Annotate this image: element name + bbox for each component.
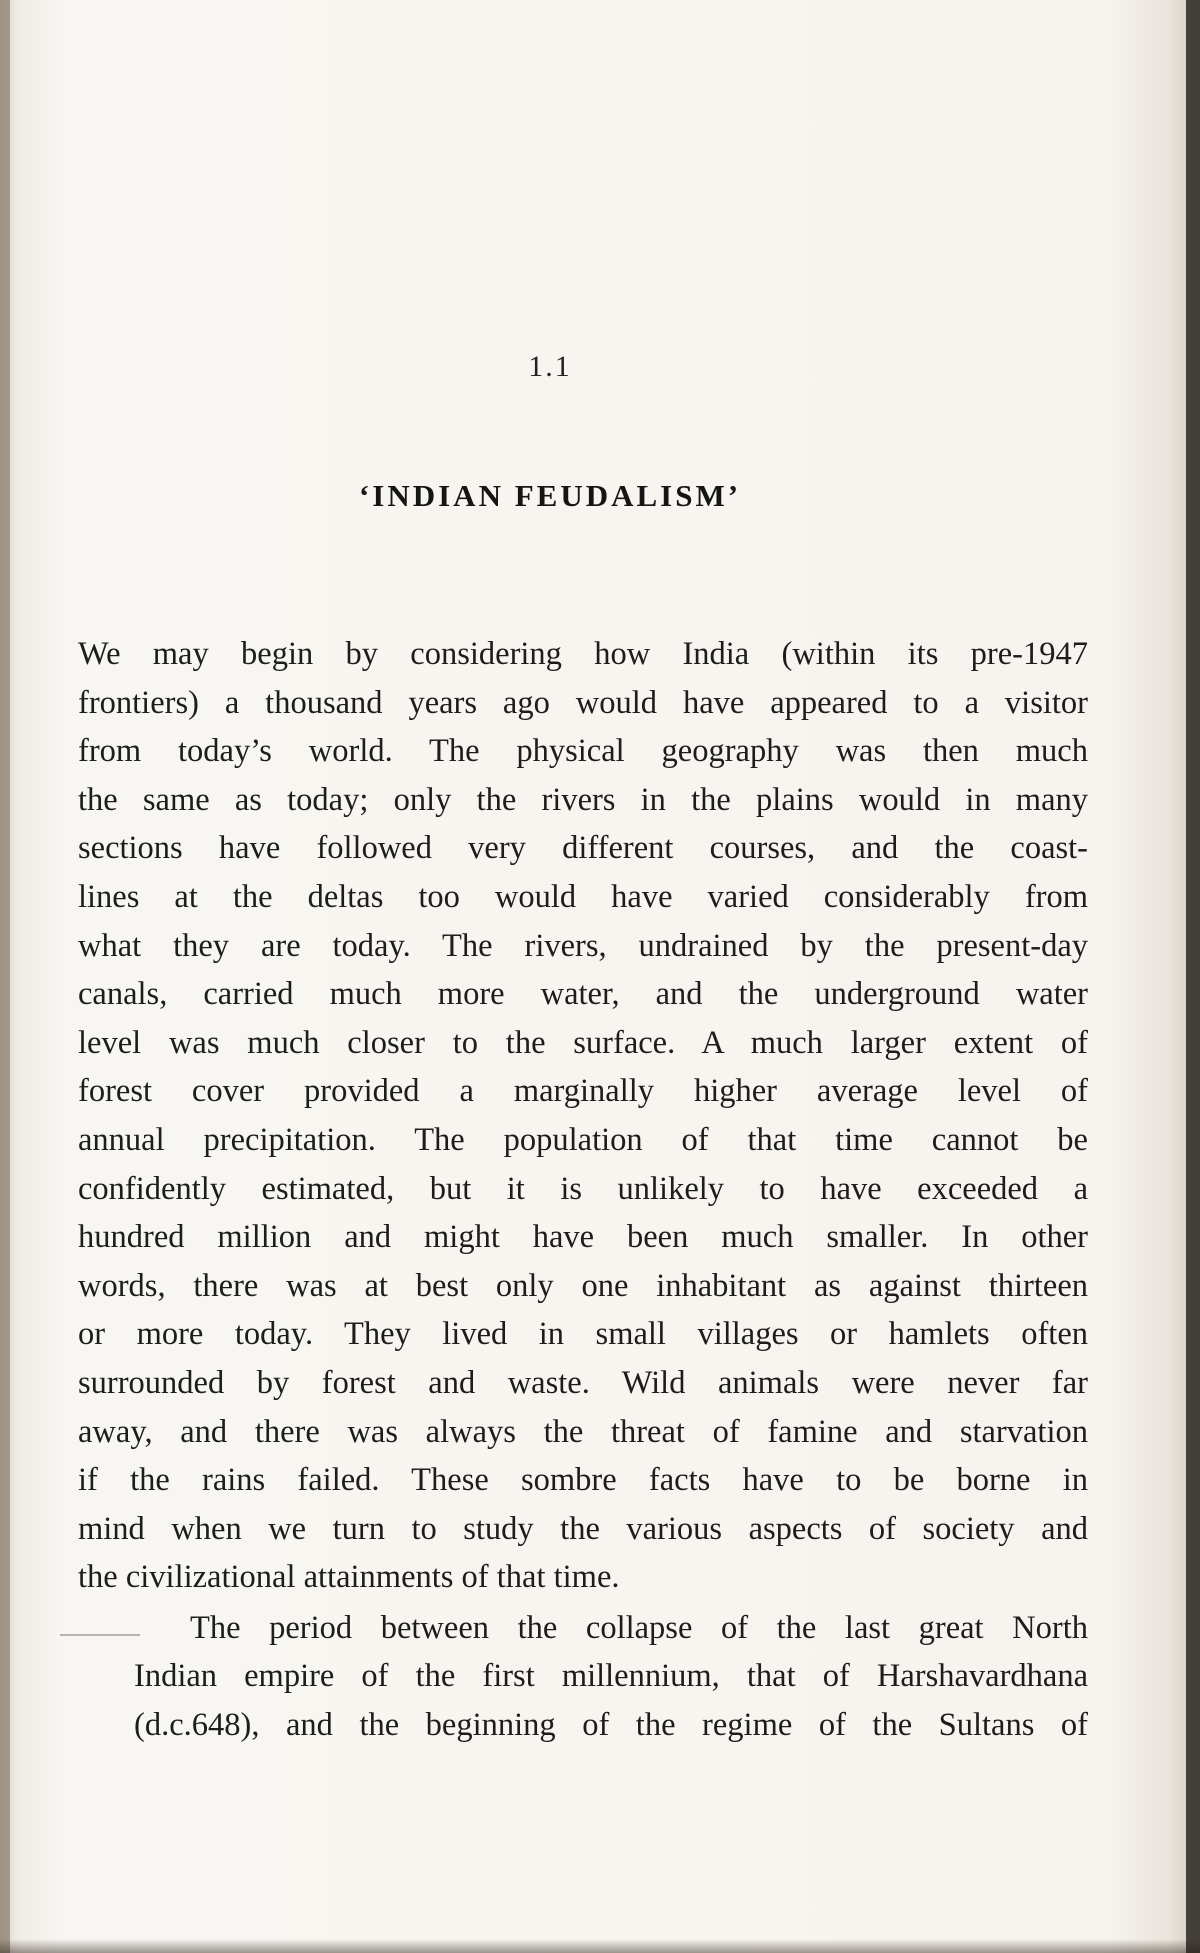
text-line: hundred million and might have been much smaller. In other bbox=[78, 1219, 1088, 1256]
text-line: sections have followed very different courses, and the coast- bbox=[78, 830, 1088, 867]
bottom-edge-shadow bbox=[0, 1939, 1200, 1953]
text-line: confidently estimated, but it is unlikely to have exceeded a bbox=[78, 1170, 1088, 1207]
paragraph-2 bbox=[78, 1604, 1088, 1750]
text-line: We may begin by considering how India (within its pre-1947 bbox=[78, 636, 1088, 672]
text-line: surrounded by forest and waste. Wild animals were never far bbox=[78, 1364, 1088, 1401]
text-line: canals, carried much more water, and the underground water bbox=[78, 976, 1088, 1013]
text-line: from today’s world. The physical geography was then much bbox=[78, 733, 1088, 770]
text-line: lines at the deltas too would have varied considerably from bbox=[78, 878, 1088, 915]
text-line: words, there was at best only one inhabitant as against thirteen bbox=[78, 1267, 1088, 1304]
pencil-mark bbox=[60, 1634, 140, 1637]
text-line: if the rains failed. These sombre facts have to be borne in bbox=[78, 1462, 1088, 1499]
text-line: annual precipitation. The population of that time cannot be bbox=[78, 1121, 1088, 1158]
text-line: frontiers) a thousand years ago would have appeared to a visitor bbox=[78, 684, 1088, 721]
page-edge-shadow bbox=[1186, 0, 1200, 1953]
chapter-title: ‘INDIAN FEUDALISM’ bbox=[358, 478, 742, 513]
body-text bbox=[78, 630, 1088, 1750]
text-line: The period between the collapse of the last great North bbox=[190, 1609, 1088, 1646]
text-line: or more today. They lived in small villages or hamlets often bbox=[78, 1316, 1088, 1353]
paragraph-1 bbox=[78, 630, 1088, 1602]
text-line: what they are today. The rivers, undrained by the present-day bbox=[78, 927, 1088, 964]
text-line: away, and there was always the threat of famine and starvation bbox=[78, 1413, 1088, 1450]
section-number: 1.1 bbox=[528, 350, 572, 383]
text-line: forest cover provided a marginally higher average level of bbox=[78, 1073, 1088, 1110]
text-line: the civilizational attainments of that time. bbox=[78, 1559, 620, 1596]
text-line: the same as today; only the rivers in the plains would in many bbox=[78, 781, 1088, 818]
text-line: level was much closer to the surface. A much larger extent of bbox=[78, 1024, 1088, 1061]
text-line: (d.c.648), and the beginning of the regime of the Sultans of bbox=[134, 1707, 1088, 1744]
text-line: Indian empire of the first millennium, that of Harshavardhana bbox=[134, 1658, 1088, 1695]
book-spine-shadow bbox=[0, 0, 10, 1953]
text-line: mind when we turn to study the various aspects of society and bbox=[78, 1510, 1088, 1547]
